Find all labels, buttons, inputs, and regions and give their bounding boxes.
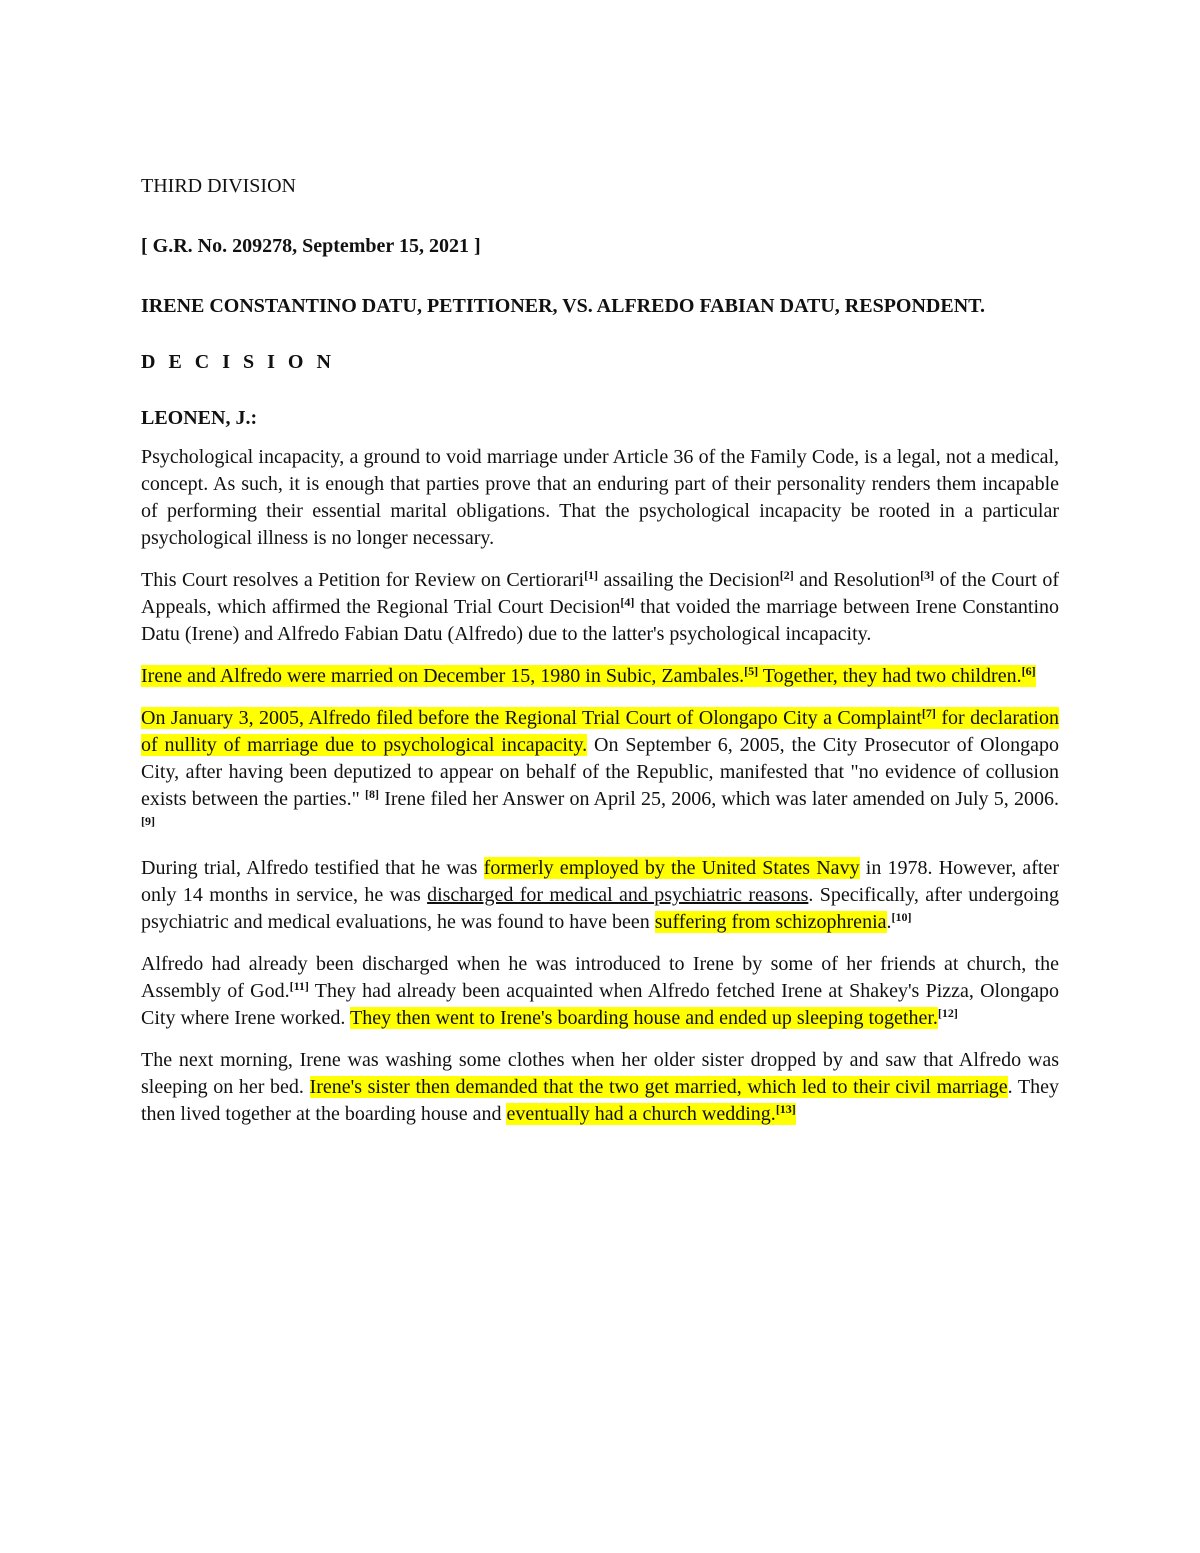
text-run: and Resolution — [793, 569, 921, 591]
footnote-ref-2[interactable]: [2] — [779, 568, 794, 582]
highlighted-text: On January 3, 2005, Alfredo filed before the Regional Trial Court of Olongapo City a Complaint — [141, 707, 922, 729]
footnote-ref-1[interactable]: [1] — [584, 568, 599, 582]
paragraph-6 — [141, 951, 1059, 1032]
text-run: . Specifically, after undergoing psychiatric and medical evaluations, he was found to have been — [141, 884, 1059, 933]
text-run: assailing the Decision — [598, 569, 780, 591]
decision-heading: D E C I S I O N — [141, 351, 335, 373]
highlighted-text: Irene and Alfredo were married on December 15, 1980 in Subic, Zambales. — [141, 665, 745, 687]
text-run: On September 6, 2005, the City Prosecutor of Olongapo City, after having been deputized to appear on behalf of the Republic, manifested that "no evidence of collusion exists between the parties." — [141, 734, 1059, 810]
paragraph-1 — [141, 444, 1059, 552]
footnote-ref-9[interactable]: [9] — [141, 814, 155, 828]
case-parties: IRENE CONSTANTINO DATU, PETITIONER, VS. ALFREDO FABIAN DATU, RESPONDENT. — [141, 295, 986, 317]
highlighted-text: suffering from schizophrenia — [654, 911, 887, 933]
text-run: that voided the marriage between Irene Constantino Datu (Irene) and Alfredo Fabian Datu (Alfredo) due to the latter's psychological incapacity. — [141, 596, 1060, 645]
text-run: Alfredo had already been discharged when he was introduced to Irene by some of her friends at church, the Assembly of God. — [141, 953, 1059, 1002]
footnote-ref-13[interactable]: [13] — [775, 1102, 796, 1116]
decision-document — [141, 172, 1059, 1143]
footnote-ref-8[interactable]: [8] — [364, 787, 379, 801]
highlighted-text: They then went to Irene's boarding house and ended up sleeping together. — [350, 1007, 938, 1029]
footnote-ref-10[interactable]: [10] — [891, 910, 912, 924]
text-run: Irene filed her Answer on April 25, 2006, which was later amended on July 5, 2006. — [378, 788, 1059, 810]
text-run: in 1978. However, after only 14 months in service, he was — [141, 857, 1060, 906]
highlighted-text: formerly employed by the United States Navy — [483, 857, 860, 879]
ponente: LEONEN, J.: — [141, 407, 258, 429]
text-run: Psychological incapacity, a ground to void marriage under Article 36 of the Family Code, is a legal, not a medical, concept. As such, it is enough that parties prove that an enduring part of their personality renders them incapable of performing their essential marital obligations. That the psychological incapacity be rooted in a particular psychological illness is no longer necessary. — [141, 446, 1059, 549]
footnote-ref-6[interactable]: [6] — [1021, 664, 1036, 678]
paragraph-7 — [141, 1047, 1059, 1128]
footnote-ref-3[interactable]: [3] — [920, 568, 935, 582]
footnote-ref-11[interactable]: [11] — [289, 979, 309, 993]
paragraph-2 — [141, 567, 1059, 648]
footnote-ref-7[interactable]: [7] — [921, 706, 936, 720]
highlighted-text: for declaration of nullity of marriage due to psychological incapacity. — [141, 707, 1059, 756]
paragraph-3 — [141, 663, 1059, 690]
highlighted-text: Together, they had two children. — [758, 665, 1022, 687]
underlined-text: discharged for medical and psychiatric reasons — [427, 884, 809, 906]
paragraph-4 — [141, 705, 1059, 840]
footnote-ref-4[interactable]: [4] — [620, 595, 635, 609]
paragraph-5 — [141, 855, 1059, 936]
footnote-ref-5[interactable]: [5] — [744, 664, 759, 678]
text-run: This Court resolves a Petition for Review on Certiorari — [141, 569, 585, 591]
text-run: The next morning, Irene was washing some clothes when her older sister dropped by and saw that Alfredo was sleeping on her bed. — [141, 1049, 1059, 1098]
text-run: They had already been acquainted when Alfredo fetched Irene at Shakey's Pizza, Olongapo City where Irene worked. — [141, 980, 1059, 1029]
text-run: During trial, Alfredo testified that he was — [141, 857, 484, 879]
highlighted-text: Irene's sister then demanded that the two get married, which led to their civil marriage — [309, 1076, 1008, 1098]
highlighted-text: eventually had a church wedding. — [506, 1103, 776, 1125]
footnote-ref-12[interactable]: [12] — [937, 1006, 958, 1020]
text-run: of the Court of Appeals, which affirmed the Regional Trial Court Decision — [141, 569, 1059, 618]
division-label: THIRD DIVISION — [141, 175, 296, 197]
text-run: . They then lived together at the boarding house and — [141, 1076, 1059, 1125]
case-number: [ G.R. No. 209278, September 15, 2021 ] — [141, 235, 481, 257]
text-run: . — [886, 911, 892, 933]
